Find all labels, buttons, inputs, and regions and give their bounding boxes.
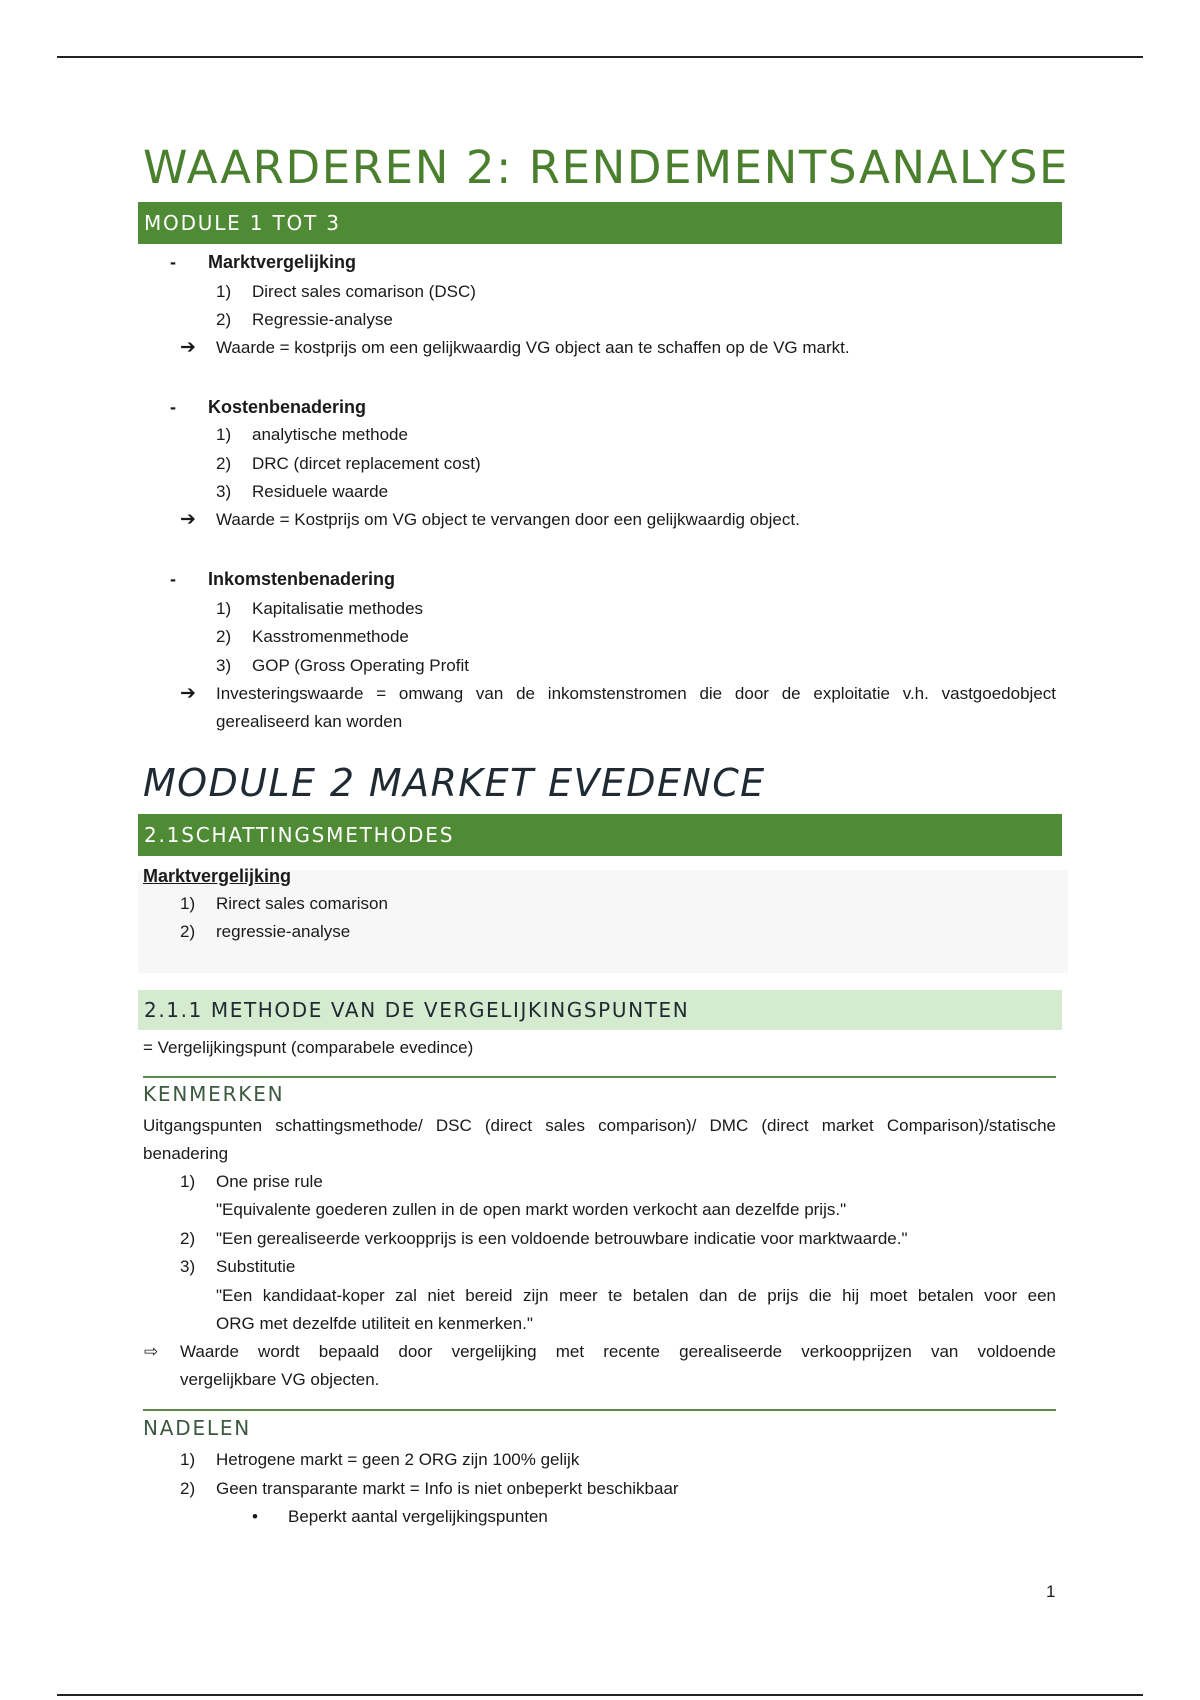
list-number: 3) — [180, 1257, 196, 1276]
list-item: Regressie-analyse — [252, 310, 393, 329]
heading-rule — [143, 1076, 1056, 1078]
list-item: analytische methode — [252, 425, 408, 444]
list-number: 1) — [180, 894, 196, 913]
conclusion-text: Investeringswaarde = omwang van de inkomstenstromen die door de exploitatie v.h. vastgoedobject — [216, 684, 1056, 703]
list-item: Substitutie — [216, 1257, 296, 1276]
document-title: WAARDEREN 2: RENDEMENTSANALYSE — [143, 141, 1070, 194]
list-number: 2) — [180, 1229, 196, 1248]
group-heading-kostenbenadering: Kostenbenadering — [208, 397, 367, 417]
list-number: 2) — [216, 627, 232, 646]
conclusion-text: vergelijkbare VG objecten. — [180, 1370, 380, 1389]
list-number: 2) — [216, 454, 232, 473]
list-item: Residuele waarde — [252, 482, 389, 501]
header-rule — [57, 56, 1143, 58]
list-number: 2) — [180, 922, 196, 941]
heading-rule — [143, 1409, 1056, 1411]
quote-text: "Equivalente goederen zullen in de open markt worden verkocht aan dezelfde prijs." — [216, 1200, 847, 1219]
footer-rule — [57, 1694, 1143, 1696]
list-bullet: - — [170, 569, 176, 589]
list-number: 1) — [216, 282, 232, 301]
list-number: 2) — [216, 310, 232, 329]
module-2-title: MODULE 2 MARKET EVEDENCE — [143, 761, 766, 805]
quote-text: "Een kandidaat-koper zal niet bereid zijn meer te betalen dan de prijs die hij moet betalen voor een — [216, 1286, 1056, 1305]
arrow-icon: ➔ — [180, 683, 196, 704]
conclusion-text: Waarde = kostprijs om een gelijkwaardig VG object aan te schaffen op de VG markt. — [216, 338, 850, 357]
heading-nadelen: NADELEN — [143, 1416, 252, 1440]
list-item: GOP (Gross Operating Profit — [252, 656, 469, 675]
list-number: 1) — [180, 1450, 196, 1469]
subsection-band-vergelijkingspunten: 2.1.1 METHODE VAN DE VERGELIJKINGSPUNTEN — [138, 990, 1062, 1030]
list-item: regressie-analyse — [216, 922, 351, 941]
list-number: 2) — [180, 1479, 196, 1498]
page-number: 1 — [1046, 1582, 1056, 1601]
bullet-icon: • — [252, 1507, 258, 1526]
list-item: "Een gerealiseerde verkoopprijs is een voldoende betrouwbare indicatie voor marktwaarde." — [216, 1229, 908, 1248]
group-heading-marktvergelijking: Marktvergelijking — [208, 252, 357, 272]
heading-kenmerken: KENMERKEN — [143, 1082, 285, 1106]
list-item: Kapitalisatie methodes — [252, 599, 424, 618]
list-item: Geen transparante markt = Info is niet onbeperkt beschikbaar — [216, 1479, 679, 1498]
conclusion-text: Waarde wordt bepaald door vergelijking met recente gerealiseerde verkoopprijzen van voldoende — [180, 1342, 1056, 1361]
list-item: Rirect sales comarison — [216, 894, 388, 913]
list-subitem: Beperkt aantal vergelijkingspunten — [288, 1507, 548, 1526]
arrow-icon: ➔ — [180, 337, 196, 358]
paragraph-text: benadering — [143, 1144, 229, 1163]
arrow-icon: ⇨ — [144, 1342, 159, 1361]
list-item: Hetrogene markt = geen 2 ORG zijn 100% gelijk — [216, 1450, 580, 1469]
conclusion-text: gerealiseerd kan worden — [216, 712, 403, 731]
list-item: DRC (dircet replacement cost) — [252, 454, 481, 473]
list-bullet: - — [170, 397, 176, 417]
section-band-module-1-3: MODULE 1 TOT 3 — [138, 202, 1062, 244]
subheading-marktvergelijking: Marktvergelijking — [143, 866, 292, 886]
list-item: Direct sales comarison (DSC) — [252, 282, 476, 301]
arrow-icon: ➔ — [180, 509, 196, 530]
list-number: 1) — [180, 1172, 196, 1191]
list-number: 1) — [216, 599, 232, 618]
list-number: 3) — [216, 482, 232, 501]
conclusion-text: Waarde = Kostprijs om VG object te vervangen door een gelijkwaardig object. — [216, 510, 800, 529]
paragraph-text: Uitgangspunten schattingsmethode/ DSC (direct sales comparison)/ DMC (direct market Comparison)/statische — [143, 1116, 1056, 1135]
group-heading-inkomstenbenadering: Inkomstenbenadering — [208, 569, 396, 589]
list-item: One prise rule — [216, 1172, 323, 1191]
definition-text: = Vergelijkingspunt (comparabele evedince) — [143, 1038, 474, 1057]
list-bullet: - — [170, 252, 176, 272]
list-number: 1) — [216, 425, 232, 444]
section-band-schattingsmethodes: 2.1SCHATTINGSMETHODES — [138, 814, 1062, 856]
quote-text: ORG met dezelfde utiliteit en kenmerken." — [216, 1314, 533, 1333]
list-number: 3) — [216, 656, 232, 675]
list-item: Kasstromenmethode — [252, 627, 409, 646]
